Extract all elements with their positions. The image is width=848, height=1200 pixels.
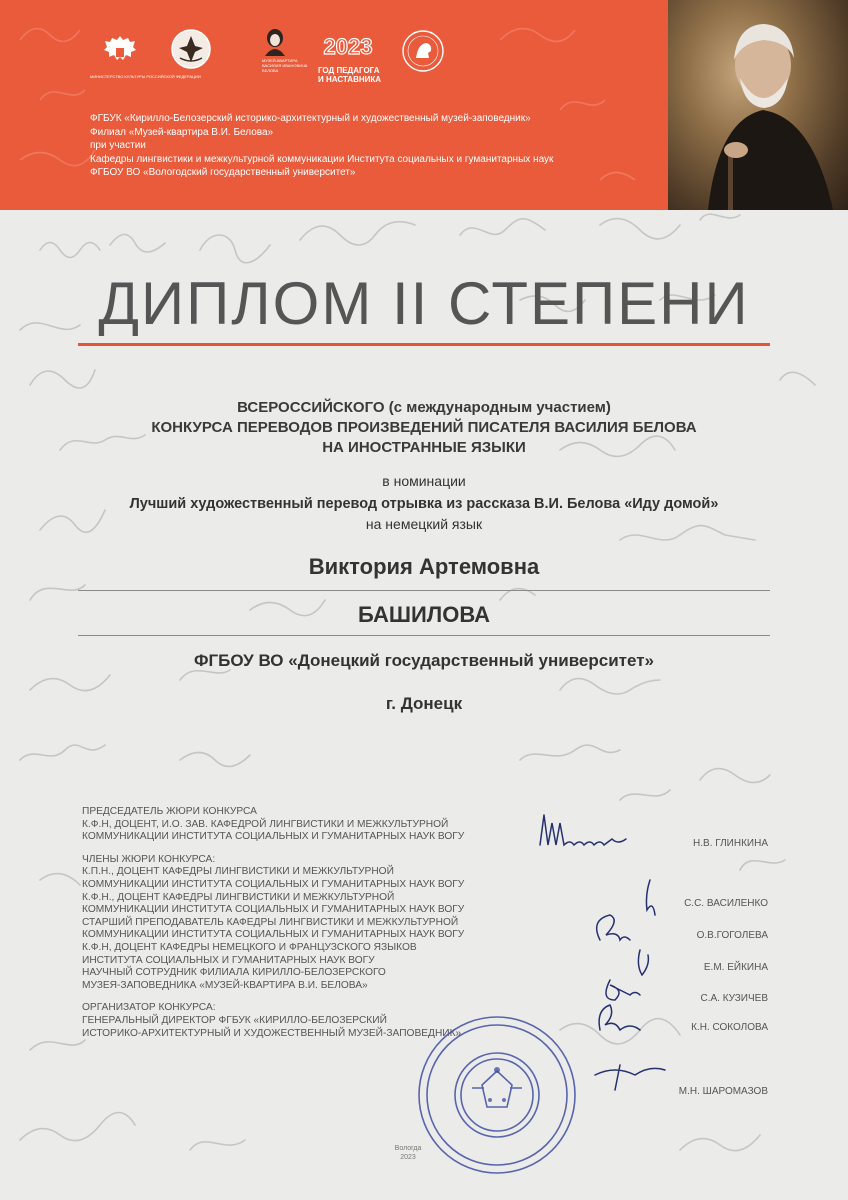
member-line-3: К.Ф.Н., ДОЦЕНТ КАФЕДРЫ ЛИНГВИСТИКИ И МЕЖКУЛЬТУРНОЙ [82, 891, 395, 903]
ministry-emblem-logo [90, 28, 201, 88]
year-of-teacher-logo [318, 28, 382, 88]
belov-museum-round-logo [400, 28, 450, 78]
jury-name-2: О.В.ГОГОЛЕВА [696, 930, 768, 941]
jury-names [568, 0, 768, 1200]
recipient-university: ФГБОУ ВО «Донецкий государственный университет» [193, 651, 655, 670]
museum-emblem-icon [170, 28, 212, 70]
member-line-8: ИНСТИТУТА СОЦИАЛЬНЫХ И ГУМАНИТАРНЫХ НАУК ВОГУ [82, 954, 375, 966]
recipient-surname: БАШИЛОВА [357, 602, 490, 627]
jury-name-4: С.А. КУЗИЧЕВ [700, 993, 768, 1004]
nomination-name: Лучший художественный перевод отрывка из рассказа В.И. Белова «Иду домой» [129, 496, 719, 512]
member-line-10: МУЗЕЯ-ЗАПОВЕДНИКА «МУЗЕЙ-КВАРТИРА В.И. БЕЛОВА» [82, 979, 368, 991]
organizer-line-3: при участии [90, 140, 146, 151]
member-line-5: СТАРШИЙ ПРЕПОДАВАТЕЛЬ КАФЕДРЫ ЛИНГВИСТИКИ И МЕЖКУЛЬТУРНОЙ [82, 916, 459, 928]
recipient-given-names: Виктория Артемовна [308, 554, 540, 579]
members-heading: ЧЛЕНЫ ЖЮРИ КОНКУРСА: [82, 853, 216, 865]
organizer-sign-line-2: ИСТОРИКО-АРХИТЕКТУРНЫЙ И ХУДОЖЕСТВЕННЫЙ МУЗЕЙ-ЗАПОВЕДНИК» [82, 1027, 462, 1039]
organizer-line-5: ФГБОУ ВО «Вологодский государственный университет» [90, 167, 356, 178]
writer-portrait-icon [262, 28, 288, 56]
museum-circle-logo [170, 28, 214, 72]
member-line-6: КОММУНИКАЦИИ ИНСТИТУТА СОЦИАЛЬНЫХ И ГУМАНИТАРНЫХ НАУК ВОГУ [82, 929, 465, 941]
nomination-intro: в номинации [382, 473, 466, 489]
ministry-caption: МИНИСТЕРСТВО КУЛЬТУРЫ РОССИЙСКОЙ ФЕДЕРАЦИИ [90, 74, 201, 79]
partner-logos [90, 28, 460, 98]
jury-name-3: Е.М. ЕЙКИНА [703, 962, 768, 973]
museum-apartment-caption: МУЗЕЙ-КВАРТИРА ВАСИЛИЯ ИВАНОВИЧА БЕЛОВА [262, 58, 308, 73]
chair-line-2: КОММУНИКАЦИИ ИНСТИТУТА СОЦИАЛЬНЫХ И ГУМАНИТАРНЫХ НАУК ВОГУ [82, 831, 465, 843]
seal-caption-city: Вологда [394, 1145, 422, 1152]
organizer-heading: ОРГАНИЗАТОР КОНКУРСА: [82, 1002, 216, 1014]
chair-line-1: К.Ф.Н, ДОЦЕНТ, И.О. ЗАВ. КАФЕДРОЙ ЛИНГВИСТИКИ И МЕЖКУЛЬТУРНОЙ [82, 818, 449, 830]
nomination-language: на немецкий язык [365, 516, 483, 532]
museum-apartment-logo [262, 28, 312, 92]
year-caption-line1: ГОД ПЕДАГОГА [318, 66, 380, 75]
recipient-city: г. Донецк [385, 694, 463, 713]
seal-caption-year: 2023 [400, 1154, 416, 1161]
double-headed-eagle-icon [100, 30, 140, 70]
contest-line-2: КОНКУРСА ПЕРЕВОДОВ ПРОИЗВЕДЕНИЙ ПИСАТЕЛЯ ВАСИЛИЯ БЕЛОВА [151, 419, 697, 436]
contest-line-1: ВСЕРОССИЙСКОГО (с международным участием) [237, 399, 611, 416]
year-caption-line2: И НАСТАВНИКА [318, 75, 382, 84]
member-line-9: НАУЧНЫЙ СОТРУДНИК ФИЛИАЛА КИРИЛЛО-БЕЛОЗЕРСКОГО [82, 967, 386, 979]
official-round-seal [412, 1010, 582, 1180]
member-line-7: К.Ф.Н, ДОЦЕНТ КАФЕДРЫ НЕМЕЦКОГО И ФРАНЦУЗСКОГО ЯЗЫКОВ [82, 941, 417, 953]
chair-heading: ПРЕДСЕДАТЕЛЬ ЖЮРИ КОНКУРСА [82, 806, 257, 817]
contest-line-3: НА ИНОСТРАННЫЕ ЯЗЫКИ [322, 439, 526, 456]
jury-list [82, 806, 492, 1040]
year-2023-icon [318, 28, 378, 64]
jury-name-organizer: М.Н. ШАРОМАЗОВ [678, 1086, 768, 1097]
organizer-line-2: Филиал «Музей-квартира В.И. Белова» [90, 126, 274, 138]
jury-name-chair: Н.В. ГЛИНКИНА [693, 838, 768, 849]
member-line-4: КОММУНИКАЦИИ ИНСТИТУТА СОЦИАЛЬНЫХ И ГУМАНИТАРНЫХ НАУК ВОГУ [82, 904, 465, 916]
jury-name-5: К.Н. СОКОЛОВА [691, 1022, 768, 1033]
member-line-2: КОММУНИКАЦИИ ИНСТИТУТА СОЦИАЛЬНЫХ И ГУМАНИТАРНЫХ НАУК ВОГУ [82, 878, 465, 890]
year-number: 2023 [323, 34, 373, 59]
seal-caption [388, 1144, 428, 1162]
diploma-title: ДИПЛОМ II СТЕПЕНИ [98, 270, 750, 337]
organizer-sign-line-1: ГЕНЕРАЛЬНЫЙ ДИРЕКТОР ФГБУК «КИРИЛЛО-БЕЛОЗЕРСКИЙ [82, 1014, 387, 1026]
belov-profile-icon [400, 28, 446, 74]
member-line-1: К.П.Н., ДОЦЕНТ КАФЕДРЫ ЛИНГВИСТИКИ И МЕЖКУЛЬТУРНОЙ [82, 866, 394, 878]
jury-name-1: С.С. ВАСИЛЕНКО [684, 898, 768, 909]
organizer-line-1: ФГБУК «Кирилло-Белозерский историко-архитектурный и художественный музей-заповедник» [90, 113, 531, 124]
organizer-line-4: Кафедры лингвистики и межкультурной коммуникации Института социальных и гуманитарных наук [90, 153, 554, 165]
